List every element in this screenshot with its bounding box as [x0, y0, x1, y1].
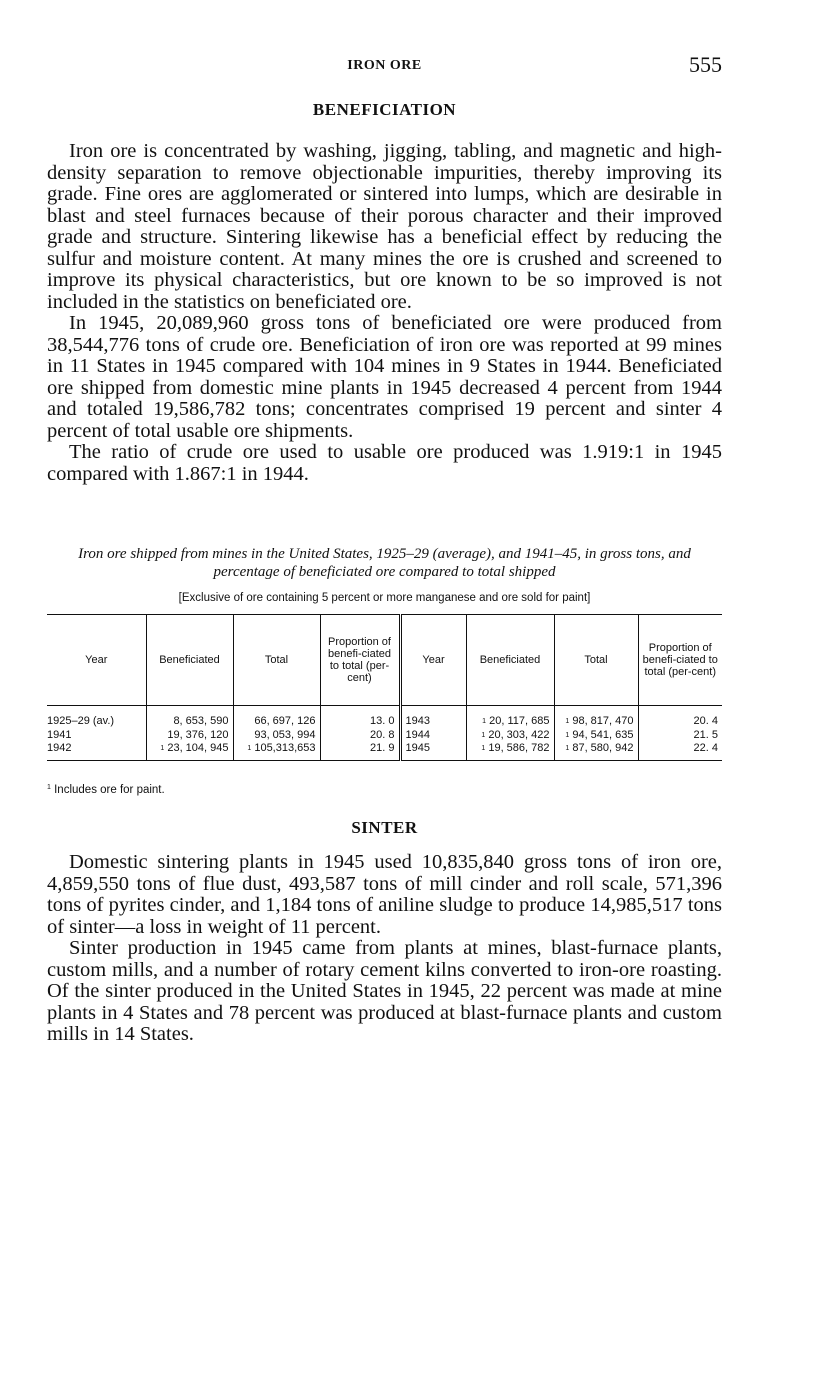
beneficiated-cell	[146, 742, 233, 760]
table-header-row	[47, 615, 722, 706]
table-row	[47, 729, 722, 743]
column-header: Total	[233, 615, 320, 706]
percent-cell: 21. 9	[320, 742, 400, 760]
beneficiated-cell	[466, 706, 554, 729]
year-cell: 1925–29 (av.)	[47, 715, 115, 727]
value: 20, 303, 422	[488, 728, 550, 741]
column-header: Beneficiated	[466, 615, 554, 706]
table-footnote	[47, 784, 165, 796]
table-caption: Iron ore shipped from mines in the United States, 1925–29 (average), and 1941–45, in gross tons, and percentage of beneficiated ore compared to total shipped	[78, 546, 691, 580]
paragraph: Sinter production in 1945 came from plants at mines, blast-furnace plants, custom mills, and a number of rotary cement kilns converted to iron-ore roasting. Of the sinter produced in the United States in 1945, 22 percent was made at mine plants in 4 States and 78 percent was produced at blast-furnace plants and custom mills in 14 States.	[47, 937, 722, 1045]
column-header: Year	[400, 615, 466, 706]
value: 23, 104, 945	[167, 742, 229, 754]
percent-cell: 21. 5	[638, 729, 722, 743]
total-cell	[233, 729, 320, 743]
footnote-marker: 1	[565, 731, 570, 739]
table-note: [Exclusive of ore containing 5 percent or more manganese and ore sold for paint]	[178, 592, 591, 604]
column-header: Total	[554, 615, 638, 706]
total-cell	[554, 729, 638, 743]
percent-cell: 20. 8	[320, 729, 400, 743]
value: 19, 586, 782	[488, 742, 550, 754]
column-header: Proportion of benefi-ciated to total (per-cent)	[638, 615, 722, 706]
footnote-marker: 1	[47, 784, 51, 791]
value: 87, 580, 942	[572, 742, 634, 754]
footnote-marker: 1	[247, 745, 252, 752]
page-header	[47, 0, 722, 90]
total-cell	[233, 742, 320, 760]
year-cell: 1941	[47, 728, 72, 741]
footnote-marker: 1	[565, 718, 570, 725]
paragraph: Iron ore is concentrated by washing, jigging, tabling, and magnetic and high-density separation to remove objectionable impurities, thereby improving its grade. Fine ores are agglomerated or sintered into lumps, which are desirable in blast and steel furnaces because of their porous character and their improved grade and structure. Sintering likewise has a beneficial effect by reducing the sulfur and moisture content. At many mines the ore is crushed and screened to improve its physical characteristics, but ore known to be so improved is not included in the statistics on beneficiated ore.	[47, 140, 722, 313]
beneficiated-cell	[466, 742, 554, 760]
total-cell	[554, 706, 638, 729]
beneficiated-cell	[466, 729, 554, 743]
paragraph: Domestic sintering plants in 1945 used 10,835,840 gross tons of iron ore, 4,859,550 tons of flue dust, 493,587 tons of mill cinder and roll scale, 571,396 tons of pyrites cinder, and 1,184 tons of aniline sludge to produce 14,985,517 tons of sinter—a loss in weight of 11 percent.	[47, 851, 722, 938]
value: 66, 697, 126	[254, 715, 316, 727]
percent-cell: 13. 0	[320, 706, 400, 729]
total-cell	[554, 742, 638, 760]
table-row	[47, 706, 722, 729]
value: 98, 817, 470	[572, 715, 634, 727]
year-cell: 1942	[47, 742, 146, 760]
page-number: 555	[689, 52, 722, 77]
footnote-marker: 1	[565, 745, 570, 752]
value: 105,313,653	[254, 742, 316, 754]
running-head: IRON ORE	[347, 58, 422, 73]
value: 93, 053, 994	[254, 728, 316, 741]
paragraph: In 1945, 20,089,960 gross tons of beneficiated ore were produced from 38,544,776 tons of crude ore. Beneficiation of iron ore was reported at 99 mines in 11 States in 1945 compared with 104 mines in 9 States in 1944. Beneficiated ore shipped from domestic mine plants in 1945 decreased 4 percent from 1944 and totaled 19,586,782 tons; concentrates comprised 19 percent and sinter 4 percent of total usable ore shipments.	[47, 312, 722, 442]
beneficiation-body	[47, 141, 722, 485]
column-header: Year	[47, 615, 146, 706]
shipments-table	[47, 614, 722, 761]
beneficiated-cell	[146, 729, 233, 743]
percent-cell: 20. 4	[638, 706, 722, 729]
footnote-marker: 1	[481, 745, 486, 752]
value: 20, 117, 685	[489, 715, 550, 727]
total-cell	[233, 706, 320, 729]
column-header: Proportion of benefi-ciated to total (per-cent)	[320, 615, 400, 706]
footnote-marker: 1	[482, 718, 487, 725]
table-row	[47, 742, 722, 760]
section-title-sinter: SINTER	[351, 818, 418, 837]
value: 94, 541, 635	[572, 728, 634, 741]
year-cell: 1945	[400, 742, 466, 760]
year-cell: 1943	[400, 706, 466, 729]
section-title-beneficiation: BENEFICIATION	[312, 100, 457, 119]
sinter-body	[47, 852, 722, 1046]
beneficiated-cell	[146, 706, 233, 729]
column-header: Beneficiated	[146, 615, 233, 706]
value: 8, 653, 590	[173, 715, 229, 727]
document-page	[47, 0, 722, 1045]
percent-cell: 22. 4	[638, 742, 722, 760]
value: 19, 376, 120	[167, 728, 229, 741]
footnote-text: Includes ore for paint.	[54, 784, 165, 796]
year-cell: 1944	[400, 729, 466, 743]
footnote-marker: 1	[481, 731, 486, 739]
footnote-marker: 1	[160, 745, 165, 752]
paragraph: The ratio of crude ore used to usable ore produced was 1.919:1 in 1945 compared with 1.867:1 in 1944.	[47, 441, 722, 485]
